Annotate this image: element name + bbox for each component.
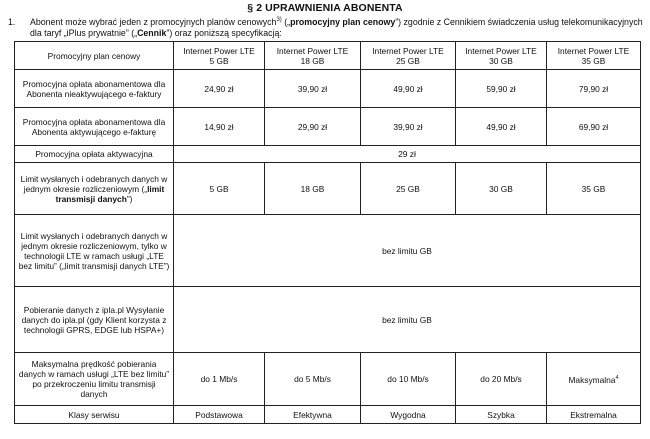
value-cell: 59,90 zł	[456, 70, 547, 108]
table-row-service-class	[15, 406, 641, 424]
value-cell: 49,90 zł	[361, 70, 456, 108]
footnote-ref-3: 3)	[276, 17, 282, 24]
intro-text-part1: Abonent może wybrać jeden z promocyjnych planów cenowych	[30, 17, 277, 27]
header-label-cell: Promocyjny plan cenowy	[15, 42, 174, 70]
value-cell: Efektywna	[265, 406, 361, 424]
term-promo-plan: promocyjny plan cenowy	[290, 17, 396, 27]
value-cell: 39,90 zł	[265, 70, 361, 108]
value-cell: 18 GB	[265, 163, 361, 215]
merged-value-cell: 29 zł	[174, 146, 641, 163]
value-cell: 79,90 zł	[547, 70, 641, 108]
table-row-lte-limit	[15, 215, 641, 287]
data-limit-label-end: ”)	[126, 193, 133, 204]
value-cell: 14,90 zł	[174, 108, 265, 146]
table-row-fee-activating	[15, 108, 641, 146]
intro-text	[30, 17, 648, 39]
max-speed-value: Maksymalna	[568, 374, 616, 385]
value-cell: do 20 Mb/s	[456, 353, 547, 406]
plan-header-cell: Internet Power LTE 30 GB	[456, 42, 547, 70]
value-cell: do 5 Mb/s	[265, 353, 361, 406]
footnote-ref-4: 4	[615, 375, 619, 382]
plan-header-cell: Internet Power LTE 18 GB	[265, 42, 361, 70]
value-cell: 35 GB	[547, 163, 641, 215]
table-row-ipla	[15, 287, 641, 353]
value-cell: Szybka	[456, 406, 547, 424]
plan-header-cell: Internet Power LTE 25 GB	[361, 42, 456, 70]
value-cell: do 10 Mb/s	[361, 353, 456, 406]
table-row-max-speed	[15, 353, 641, 406]
intro-text-part3: ”) zgodnie z Cennikiem świadczenia usług telekomunikacyjnych dla taryf „iPlus prywatnie” („	[30, 17, 643, 38]
row-label-cell: Maksymalna prędkość pobierania danych w ramach usługi „LTE bez limitu” po przekroczeniu limitu transmisji danych	[15, 353, 174, 406]
intro-text-part2: („	[281, 17, 291, 27]
term-cennik: Cennik	[137, 28, 167, 38]
plan-header-cell: Internet Power LTE 35 GB	[547, 42, 641, 70]
table-row-activation-fee	[15, 146, 641, 163]
term-limit-transmisji: limit transmisji danych	[55, 183, 165, 204]
row-label-cell: Promocyjna opłata aktywacyjna	[15, 146, 174, 163]
plans-spec-table	[14, 41, 641, 424]
value-cell: 24,90 zł	[174, 70, 265, 108]
value-cell: Podstawowa	[174, 406, 265, 424]
value-cell: 39,90 zł	[361, 108, 456, 146]
row-label-cell: Promocyjna opłata abonamentowa dla Abonenta aktywującego e-fakturę	[15, 108, 174, 146]
value-cell: 25 GB	[361, 163, 456, 215]
row-label-cell: Limit wysłanych i odebranych danych w jednym okresie rozliczeniowym, tylko w technologii LTE w ramach usługi „LTE bez limitu” („limit transmisji danych LTE”)	[15, 215, 174, 287]
table-row-data-limit	[15, 163, 641, 215]
value-cell: do 1 Mb/s	[174, 353, 265, 406]
merged-value-cell: bez limitu GB	[174, 215, 641, 287]
merged-value-cell: bez limitu GB	[174, 287, 641, 353]
value-cell: Ekstremalna	[547, 406, 641, 424]
row-label-cell: Pobieranie danych z ipla.pl Wysyłanie danych do ipla.pl (gdy Klient korzysta z technologii GPRS, EDGE lub HSPA+)	[15, 287, 174, 353]
row-label-cell: Promocyjna opłata abonamentowa dla Abonenta nieaktywującego e-faktury	[15, 70, 174, 108]
table-row-fee-nonactivating	[15, 70, 641, 108]
value-cell: 30 GB	[456, 163, 547, 215]
value-cell: Wygodna	[361, 406, 456, 424]
table-row-header	[15, 42, 641, 70]
intro-text-part4: ”) oraz poniższą specyfikacją:	[166, 28, 282, 38]
data-limit-label-start: Limit wysłanych i odebranych danych w jednym okresie rozliczeniowym („	[20, 173, 168, 194]
intro-number: 1.	[8, 17, 16, 27]
section-title: § 2 UPRAWNIENIA ABONENTA	[247, 2, 403, 14]
value-cell: 5 GB	[174, 163, 265, 215]
value-cell: 69,90 zł	[547, 108, 641, 146]
value-cell: 29,90 zł	[265, 108, 361, 146]
row-label-cell	[15, 163, 174, 215]
plan-header-cell: Internet Power LTE 5 GB	[174, 42, 265, 70]
value-cell	[547, 353, 641, 406]
row-label-cell: Klasy serwisu	[15, 406, 174, 424]
value-cell: 49,90 zł	[456, 108, 547, 146]
